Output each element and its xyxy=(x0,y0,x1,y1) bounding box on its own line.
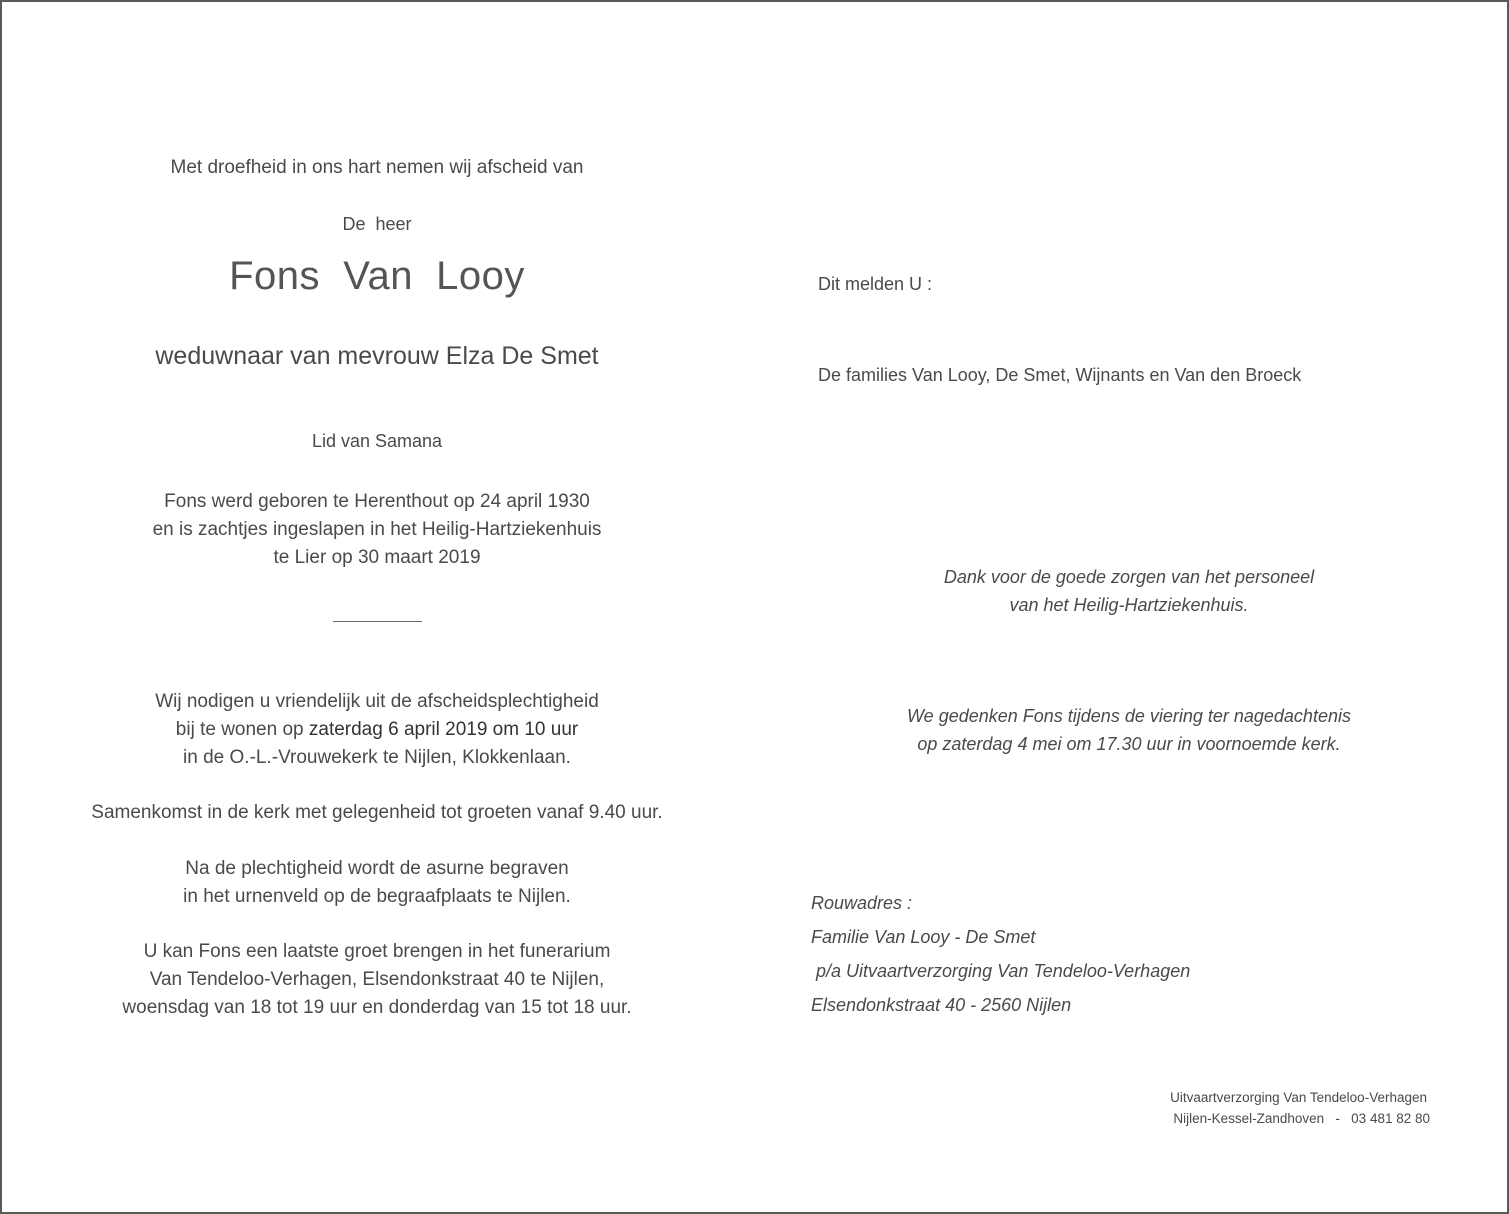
honorific: De heer xyxy=(342,214,412,234)
membership-text: Lid van Samana xyxy=(311,431,443,451)
section-divider xyxy=(333,621,422,622)
footer-company: Uitvaartverzorging Van Tendeloo-Verhagen xyxy=(1170,1090,1427,1105)
visit-line-2: Van Tendeloo-Verhagen, Elsendonkstraat 40 te Nijlen, xyxy=(149,969,605,990)
invite-line-3: in de O.-L.-Vrouwekerk te Nijlen, Klokkenlaan. xyxy=(183,747,571,768)
ceremony-date: zaterdag 6 april 2019 om 10 uur xyxy=(308,719,579,740)
invite-line-2 xyxy=(0,716,754,744)
families-text: De families Van Looy, De Smet, Wijnants en Van den Broeck xyxy=(818,365,1302,385)
footer-contact: Nijlen-Kessel-Zandhoven - 03 481 82 80 xyxy=(1173,1111,1430,1126)
birth-line-2: en is zachtjes ingeslapen in het Heilig-Hartziekenhuis xyxy=(152,519,602,540)
address-care-of: p/a Uitvaartverzorging Van Tendeloo-Verhagen xyxy=(811,961,1191,981)
spouse-text: weduwnaar van mevrouw Elza De Smet xyxy=(155,342,599,370)
visit-line-3: woensdag van 18 tot 19 uur en donderdag van 15 tot 18 uur. xyxy=(122,997,632,1018)
birth-line-1: Fons werd geboren te Herenthout op 24 april 1930 xyxy=(164,491,590,512)
birth-line-3: te Lier op 30 maart 2019 xyxy=(273,547,481,568)
address-label: Rouwadres : xyxy=(811,893,913,913)
deceased-name: Fons Van Looy xyxy=(229,254,525,298)
intro-text: Met droefheid in ons hart nemen wij afscheid van xyxy=(170,157,584,178)
memorial-line-1: We gedenken Fons tijdens de viering ter nagedachtenis xyxy=(907,706,1351,726)
invite-line-2-prefix: bij te wonen op xyxy=(175,719,309,740)
thanks-line-2: van het Heilig-Hartziekenhuis. xyxy=(1009,595,1249,615)
memorial-line-2: op zaterdag 4 mei om 17.30 uur in voornoemde kerk. xyxy=(917,734,1341,754)
burial-line-2: in het urnenveld op de begraafplaats te Nijlen. xyxy=(183,886,571,907)
address-family: Familie Van Looy - De Smet xyxy=(811,927,1036,947)
address-street: Elsendonkstraat 40 - 2560 Nijlen xyxy=(811,995,1072,1015)
gathering-text: Samenkomst in de kerk met gelegenheid tot groeten vanaf 9.40 uur. xyxy=(91,802,663,823)
announce-text: Dit melden U : xyxy=(818,274,933,294)
visit-line-1: U kan Fons een laatste groet brengen in het funerarium xyxy=(143,941,611,962)
burial-line-1: Na de plechtigheid wordt de asurne begraven xyxy=(185,858,569,879)
thanks-line-1: Dank voor de goede zorgen van het personeel xyxy=(943,567,1315,587)
invite-line-1: Wij nodigen u vriendelijk uit de afscheidsplechtigheid xyxy=(155,691,599,712)
